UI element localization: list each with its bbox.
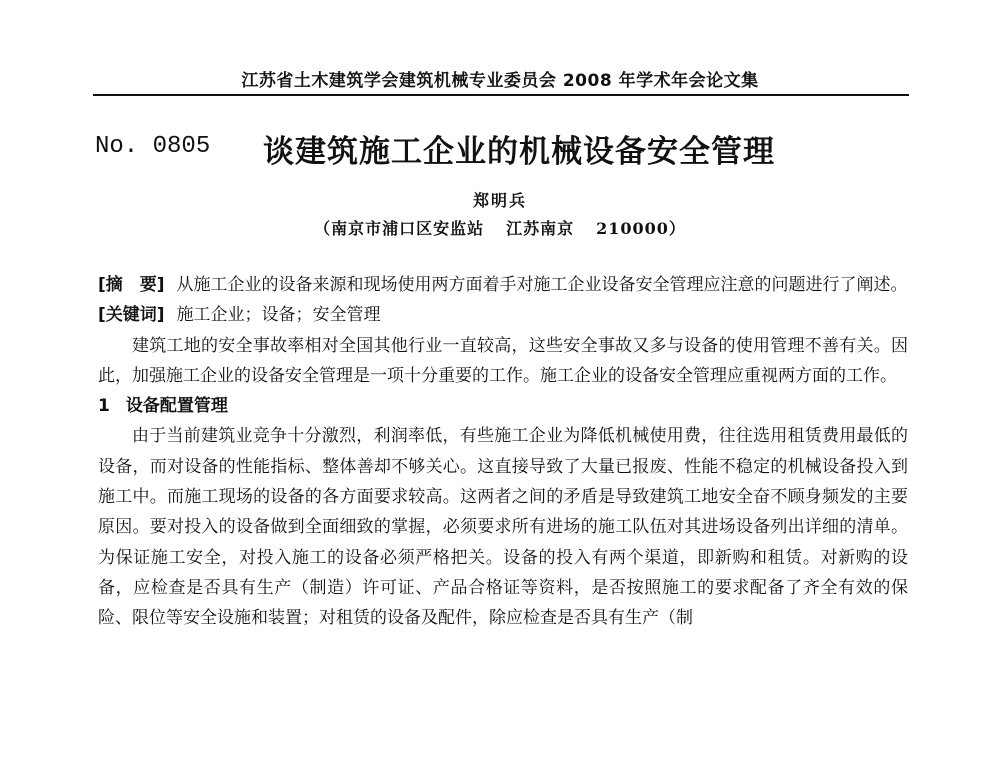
abstract: [98, 270, 908, 300]
article-title: 谈建筑施工企业的机械设备安全管理: [263, 134, 775, 170]
article-body: [98, 270, 908, 634]
header-rule: [93, 94, 909, 96]
keywords-label: [关键词]: [98, 305, 165, 326]
section-title: 设备配置管理: [125, 396, 228, 417]
keywords-text: 施工企业；设备；安全管理: [176, 305, 381, 326]
affiliation-zip: 210000）: [596, 219, 686, 238]
author-name: 郑明兵: [472, 191, 527, 210]
document-number: No. 0805: [95, 133, 211, 160]
abstract-label: [摘 要]: [98, 275, 165, 295]
abstract-text: 从施工企业的设备来源和现场使用两方面着手对施工企业设备安全管理应注意的问题进行了阐述。: [176, 275, 908, 295]
affiliation-city: 江苏南京: [506, 219, 575, 238]
journal-header: 江苏省土木建筑学会建筑机械专业委员会 2008 年学术年会论文集: [241, 71, 759, 91]
author-affiliation: [0, 216, 1000, 239]
section-paragraph: 由于当前建筑业竞争十分激烈，利润率低，有些施工企业为降低机械使用费，往往选用租赁费用最低的设备，而对设备的性能指标、整体善却不够关心。这直接导致了大量已报废、性能不稳定的机械设备投入到施工中。而施工现场的设备的各方面要求较高。这两者之间的矛盾是导致建筑工地安全奋不顾身频发的主要原因。要对投入的设备做到全面细致的掌握，必须要求所有进场的施工队伍对其进场设备列出详细的清单。为保证施工安全，对投入施工的设备必须严格把关。设备的投入有两个渠道，即新购和租赁。对新购的设备，应检查是否具有生产（制造）许可证、产品合格证等资料，是否按照施工的要求配备了齐全有效的保险、限位等安全设施和装置；对租赁的设备及配件，除应检查是否具有生产（制: [98, 426, 908, 629]
section-number: 1: [98, 396, 110, 417]
intro-paragraph: 建筑工地的安全事故率相对全国其他行业一直较高，这些安全事故又多与设备的使用管理不善有关。因此，加强施工企业的设备安全管理是一项十分重要的工作。施工企业的设备安全管理应重视两方面的工作。: [98, 335, 908, 386]
affiliation-org: （南京市浦口区安监站: [314, 219, 485, 238]
section-heading: [98, 391, 908, 421]
keywords: [98, 300, 908, 330]
